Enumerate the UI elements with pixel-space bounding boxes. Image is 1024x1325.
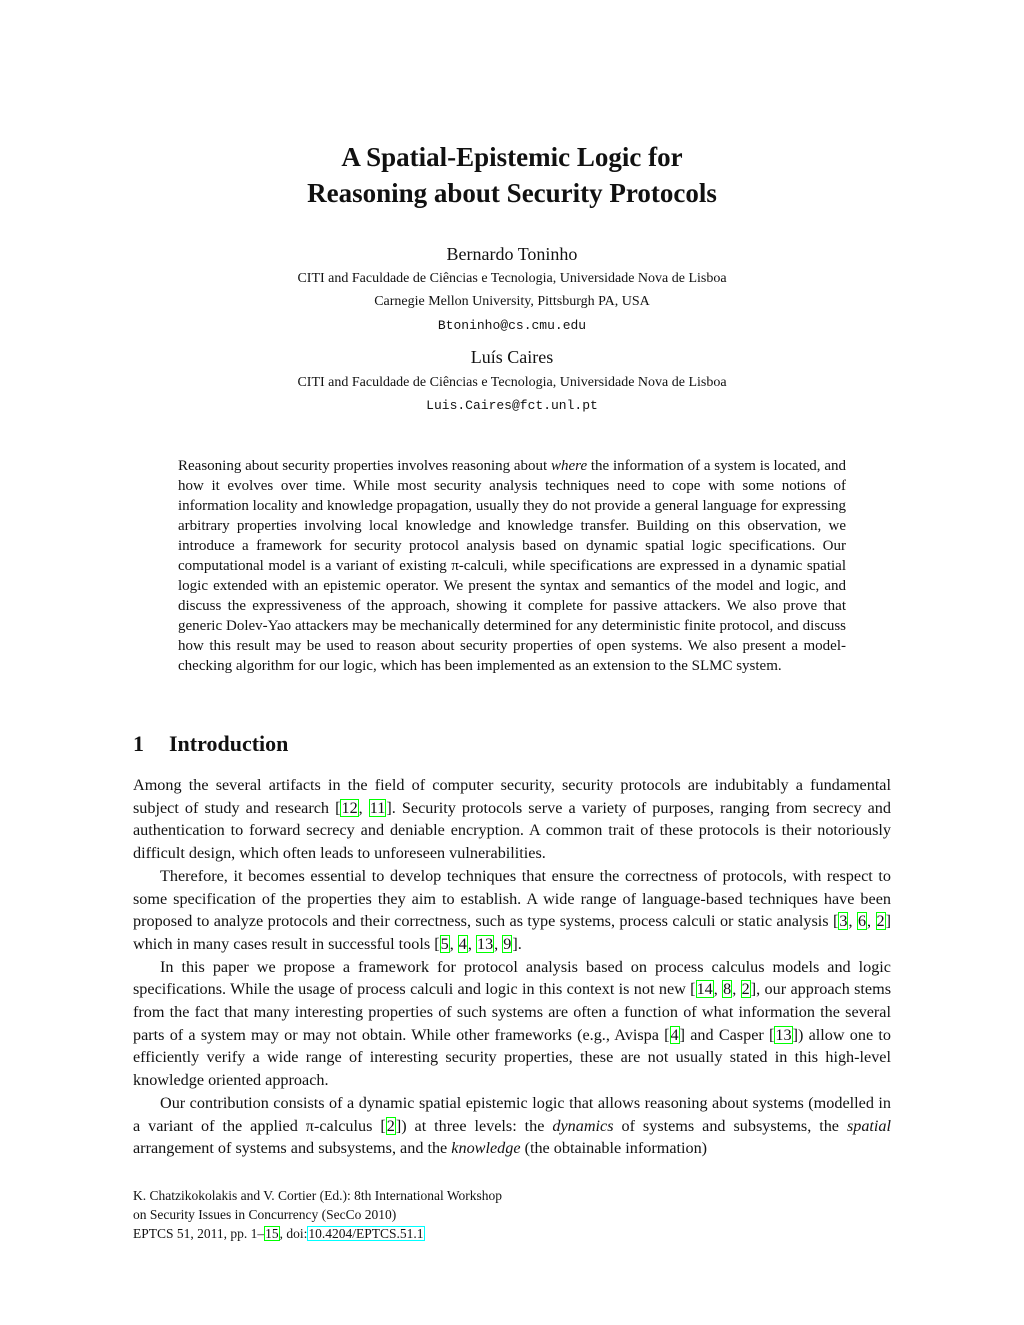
paragraph-1: Among the several artifacts in the field of computer security, security protocols are indubitably a fundamental subject of study and research [12, 11]. Security protocols serve a variety of purposes, ranging from secrecy and authentication to forward secrecy and deniable encryption. A common trait of these protocols is their notoriously difficult design, which often leads to unforeseen vulnerabilities. — [133, 776, 891, 863]
citation-link[interactable]: 2 — [386, 1116, 395, 1135]
citation-link[interactable]: 9 — [503, 934, 512, 953]
author-1-affiliation-2: Carnegie Mellon University, Pittsburgh PA, USA — [374, 294, 650, 309]
citation-link[interactable]: 12 — [341, 798, 358, 817]
citation-link[interactable]: 13 — [476, 934, 494, 953]
section-title: Introduction — [169, 731, 289, 756]
citation-link[interactable]: 5 — [440, 934, 449, 953]
section-number: 1 — [133, 731, 144, 756]
citation-link[interactable]: 3 — [839, 912, 848, 931]
footnote-line-2: on Security Issues in Concurrency (SecCo 2010) — [133, 1207, 397, 1222]
doi-link[interactable]: 10.4204/EPTCS.51.1 — [308, 1226, 424, 1241]
paragraph-4: Our contribution consists of a dynamic spatial epistemic logic that allows reasoning about systems (modelled in a variant of the applied π-calculus [2]) at three levels: the dynamics of systems and subsystems, the spatial arrangement of systems and subsystems, and the knowledge (the obtainable information) — [133, 1093, 892, 1158]
paper-title-line-1: A Spatial-Epistemic Logic for — [341, 142, 683, 172]
last-page-link[interactable]: 15 — [265, 1226, 279, 1241]
paragraph-3: In this paper we propose a framework for protocol analysis based on process calculus models and logic specifications. While the usage of process calculi and logic in this context is not new [14, 8, 2], our approach stems from the fact that many interesting properties of such systems are often a function of what information the several parts of a system may or may not obtain. While other frameworks (e.g., Avispa [4] and Casper [13]) allow one to efficiently verify a wide range of interesting security properties, these are not usually stated in this high-level knowledge oriented approach. — [133, 957, 892, 1090]
author-name-2: Luís Caires — [470, 347, 554, 367]
author-2-affiliation-1: CITI and Faculdade de Ciências e Tecnologia, Universidade Nova de Lisboa — [297, 375, 727, 390]
author-1-email: Btoninho@cs.cmu.edu — [437, 318, 587, 333]
citation-link[interactable]: 4 — [458, 934, 467, 953]
citation-link[interactable]: 4 — [670, 1025, 679, 1044]
footnote-line-3: EPTCS 51, 2011, pp. 1–15, doi:10.4204/EPTCS.51.1 — [133, 1226, 424, 1241]
citation-link[interactable]: 11 — [369, 798, 386, 817]
citation-link[interactable]: 2 — [876, 912, 885, 931]
abstract — [178, 456, 846, 676]
author-1-affiliation-1: CITI and Faculdade de Ciências e Tecnologia, Universidade Nova de Lisboa — [297, 271, 727, 286]
author-name-1: Bernardo Toninho — [446, 244, 578, 264]
citation-link[interactable]: 14 — [696, 980, 713, 999]
citation-link[interactable]: 2 — [741, 980, 750, 999]
citation-link[interactable]: 8 — [723, 980, 732, 999]
citation-link[interactable]: 6 — [857, 912, 867, 931]
author-2-email: Luis.Caires@fct.unl.pt — [426, 398, 598, 413]
introduction-body — [133, 774, 891, 1160]
publication-footnote — [133, 1186, 733, 1243]
paragraph-2: Therefore, it becomes essential to develop techniques that ensure the correctness of protocols, with respect to some specification of the properties they aim to establish. A wide range of language-based techniques have been proposed to analyze protocols and their correctness, such as type systems, process calculi or static analysis [3, 6, 2] which in many cases result in successful tools [5, 4, 13, 9]. — [133, 866, 891, 953]
citation-link[interactable]: 13 — [775, 1025, 792, 1044]
footnote-line-1: K. Chatzikokolakis and V. Cortier (Ed.): 8th International Workshop — [133, 1188, 502, 1203]
section-heading-introduction — [133, 730, 288, 758]
paper-title-line-2: Reasoning about Security Protocols — [307, 178, 717, 208]
abstract-text: Reasoning about security properties involves reasoning about where the information of a system is located, and how it evolves over time. While most security analysis techniques need to cope with some notions of information locality and knowledge propagation, usually they do not provide a general language for expressing arbitrary properties involving local knowledge and knowledge transfer. Building on this observation, we introduce a framework for security protocol analysis based on dynamic spatial logic specifications. Our computational model is a variant of existing π-calculi, while specifications are expressed in a dynamic spatial logic extended with an epistemic operator. We present the syntax and semantics of the model and logic, and discuss the expressiveness of the approach, showing it complete for passive attackers. We also prove that generic Dolev-Yao attackers may be mechanically determined for any deterministic finite protocol, and discuss how this result may be used to reason about security properties of open systems. We also present a model-checking algorithm for our logic, which has been implemented as an extension to the SLMC system. — [178, 458, 846, 674]
